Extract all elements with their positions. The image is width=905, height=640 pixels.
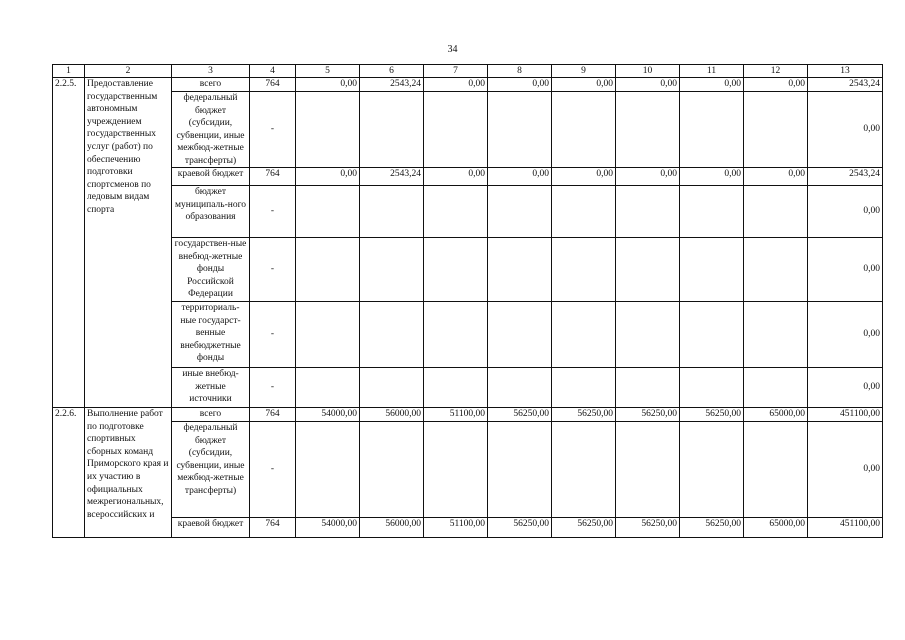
budget-code: - [250, 92, 296, 168]
value-cell: 54000,00 [296, 408, 360, 422]
funding-source: всего [172, 78, 250, 92]
value-cell [616, 422, 680, 518]
value-cell: 0,00 [680, 168, 744, 186]
value-cell: 56250,00 [616, 408, 680, 422]
value-cell [360, 368, 424, 408]
funding-source: государствен-ные внебюд-жетные фонды Российской Федерации [172, 238, 250, 302]
total-value-cell: 0,00 [808, 92, 883, 168]
value-cell: 0,00 [488, 78, 552, 92]
total-value-cell: 451100,00 [808, 408, 883, 422]
budget-code: 764 [250, 168, 296, 186]
value-cell [552, 302, 616, 368]
value-cell: 0,00 [616, 168, 680, 186]
value-cell [680, 368, 744, 408]
value-cell [680, 422, 744, 518]
section-index: 2.2.6. [53, 408, 85, 538]
budget-code: - [250, 368, 296, 408]
budget-code: - [250, 302, 296, 368]
value-cell: 56000,00 [360, 518, 424, 538]
value-cell: 51100,00 [424, 408, 488, 422]
budget-table [52, 64, 883, 538]
value-cell [552, 92, 616, 168]
value-cell: 2543,24 [360, 78, 424, 92]
column-header: 3 [172, 65, 250, 78]
value-cell [680, 186, 744, 238]
table-row [53, 368, 883, 408]
value-cell [552, 368, 616, 408]
value-cell [424, 302, 488, 368]
column-header: 7 [424, 65, 488, 78]
value-cell [488, 368, 552, 408]
value-cell [552, 422, 616, 518]
value-cell: 0,00 [424, 168, 488, 186]
value-cell [616, 186, 680, 238]
value-cell: 0,00 [744, 78, 808, 92]
value-cell: 65000,00 [744, 518, 808, 538]
value-cell: 54000,00 [296, 518, 360, 538]
value-cell [488, 92, 552, 168]
total-value-cell: 0,00 [808, 238, 883, 302]
section-name: Предоставление государственным автономным учреждением государственных услуг (работ) по обеспечению подготовки спортсменов по ледовым видам спорта [85, 78, 172, 408]
column-header: 1 [53, 65, 85, 78]
total-value-cell: 2543,24 [808, 78, 883, 92]
column-header: 6 [360, 65, 424, 78]
value-cell: 56250,00 [552, 518, 616, 538]
total-value-cell: 0,00 [808, 422, 883, 518]
value-cell [488, 302, 552, 368]
budget-code: 764 [250, 518, 296, 538]
table-row [53, 518, 883, 538]
table-row [53, 302, 883, 368]
value-cell: 2543,24 [360, 168, 424, 186]
value-cell: 0,00 [744, 168, 808, 186]
value-cell: 0,00 [424, 78, 488, 92]
value-cell [296, 238, 360, 302]
value-cell [296, 92, 360, 168]
funding-source: иные внебюд-жетные источники [172, 368, 250, 408]
value-cell: 56250,00 [680, 518, 744, 538]
value-cell: 56250,00 [552, 408, 616, 422]
value-cell: 56250,00 [488, 518, 552, 538]
value-cell [744, 92, 808, 168]
funding-source: территориаль-ные государст-венные внебюджетные фонды [172, 302, 250, 368]
column-header: 11 [680, 65, 744, 78]
funding-source: всего [172, 408, 250, 422]
column-header: 10 [616, 65, 680, 78]
budget-code: - [250, 238, 296, 302]
value-cell [488, 186, 552, 238]
header-row [53, 65, 883, 78]
table-row [53, 422, 883, 518]
value-cell: 56250,00 [616, 518, 680, 538]
column-header: 9 [552, 65, 616, 78]
value-cell [616, 238, 680, 302]
page-number: 34 [447, 44, 458, 55]
value-cell [360, 186, 424, 238]
budget-code: 764 [250, 408, 296, 422]
value-cell [616, 368, 680, 408]
table-row [53, 168, 883, 186]
value-cell [296, 186, 360, 238]
value-cell: 0,00 [488, 168, 552, 186]
value-cell [424, 92, 488, 168]
value-cell [360, 422, 424, 518]
value-cell: 0,00 [680, 78, 744, 92]
funding-source: краевой бюджет [172, 518, 250, 538]
value-cell [360, 238, 424, 302]
value-cell [744, 186, 808, 238]
value-cell [360, 92, 424, 168]
total-value-cell: 2543,24 [808, 168, 883, 186]
total-value-cell: 0,00 [808, 368, 883, 408]
total-value-cell: 0,00 [808, 186, 883, 238]
section-index: 2.2.5. [53, 78, 85, 408]
value-cell [744, 238, 808, 302]
value-cell [552, 186, 616, 238]
value-cell [360, 302, 424, 368]
value-cell: 56000,00 [360, 408, 424, 422]
funding-source: федеральный бюджет (субсидии, субвенции, иные межбюд-жетные трансферты) [172, 92, 250, 168]
column-header: 5 [296, 65, 360, 78]
total-value-cell: 0,00 [808, 302, 883, 368]
column-header: 2 [85, 65, 172, 78]
funding-source: бюджет муниципаль-ного образования [172, 186, 250, 238]
value-cell: 0,00 [616, 78, 680, 92]
value-cell [424, 422, 488, 518]
value-cell [616, 92, 680, 168]
value-cell [424, 238, 488, 302]
value-cell: 65000,00 [744, 408, 808, 422]
table-row [53, 78, 883, 92]
value-cell: 0,00 [296, 78, 360, 92]
value-cell [296, 302, 360, 368]
value-cell: 0,00 [296, 168, 360, 186]
table-row [53, 92, 883, 168]
budget-code: - [250, 186, 296, 238]
value-cell [680, 238, 744, 302]
value-cell: 56250,00 [488, 408, 552, 422]
value-cell: 56250,00 [680, 408, 744, 422]
value-cell [744, 368, 808, 408]
value-cell [680, 92, 744, 168]
value-cell [424, 186, 488, 238]
value-cell [488, 238, 552, 302]
table-row [53, 186, 883, 238]
table-row [53, 408, 883, 422]
value-cell [424, 368, 488, 408]
value-cell [296, 368, 360, 408]
value-cell: 0,00 [552, 78, 616, 92]
column-header: 13 [808, 65, 883, 78]
funding-source: краевой бюджет [172, 168, 250, 186]
value-cell [296, 422, 360, 518]
value-cell [744, 422, 808, 518]
column-header: 8 [488, 65, 552, 78]
value-cell [680, 302, 744, 368]
value-cell: 51100,00 [424, 518, 488, 538]
budget-code: - [250, 422, 296, 518]
value-cell: 0,00 [552, 168, 616, 186]
budget-code: 764 [250, 78, 296, 92]
value-cell [552, 238, 616, 302]
value-cell [616, 302, 680, 368]
table-body [53, 78, 883, 538]
total-value-cell: 451100,00 [808, 518, 883, 538]
value-cell [488, 422, 552, 518]
value-cell [744, 302, 808, 368]
funding-source: федеральный бюджет (субсидии, субвенции, иные межбюд-жетные трансферты) [172, 422, 250, 518]
table-row [53, 238, 883, 302]
section-name: Выполнение работ по подготовке спортивных сборных команд Приморского края и их участию в официальных межрегиональных, всероссийских и [85, 408, 172, 538]
column-header: 4 [250, 65, 296, 78]
column-header: 12 [744, 65, 808, 78]
